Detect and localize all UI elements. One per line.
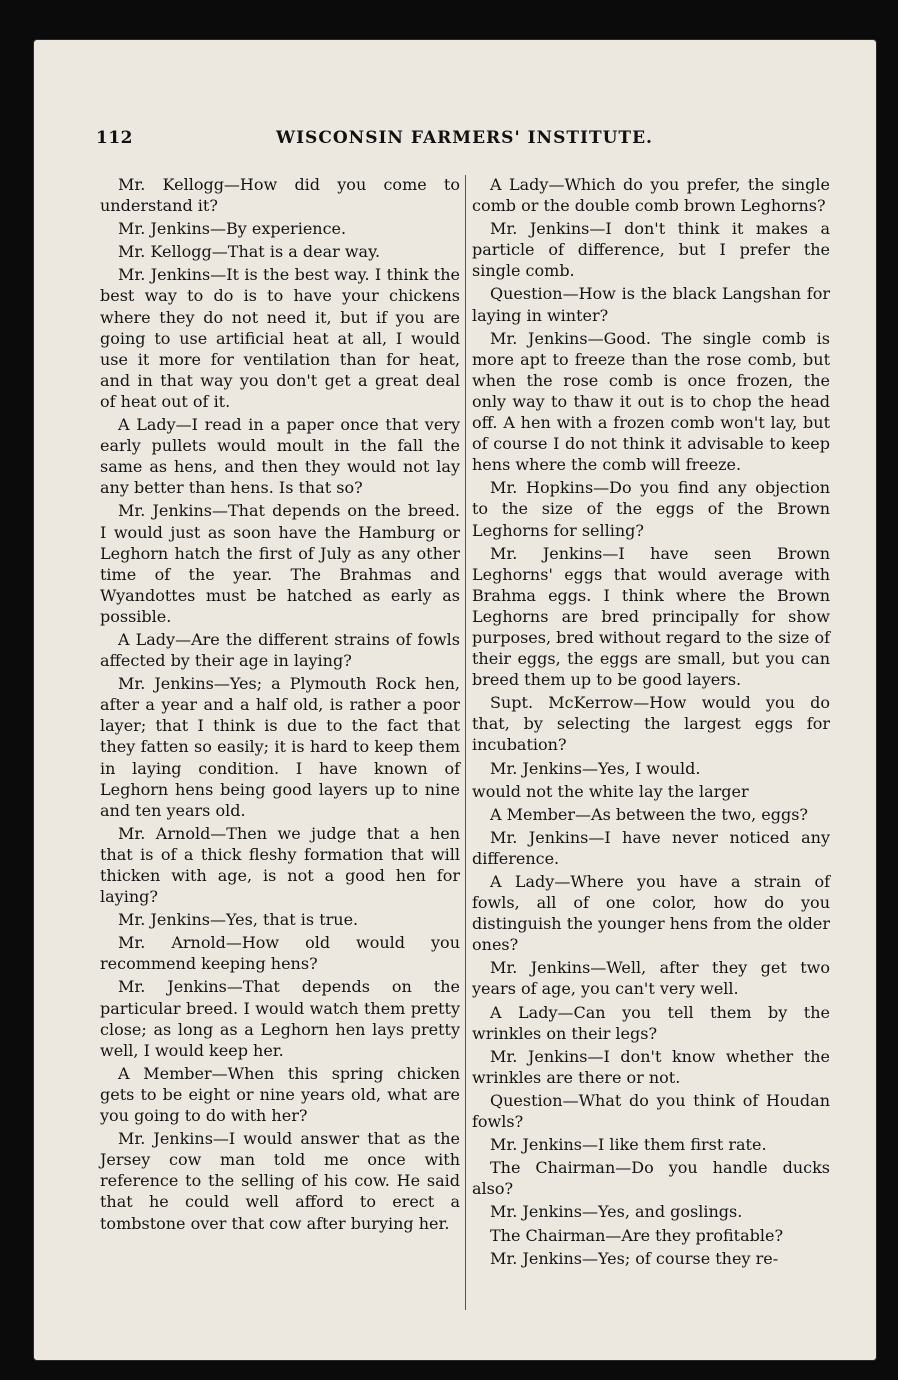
paragraph: Mr. Jenkins—Yes, that is true. bbox=[118, 910, 359, 930]
paragraph: A Lady—Where you have a strain of fowls, all of one color, how do you distinguish the younger hens from the older ones? bbox=[472, 872, 830, 955]
paragraph: Mr. Jenkins—That depends on the particular breed. I would watch them pretty close; as long as a Leghorn hen lays pretty well, I would keep her. bbox=[100, 977, 460, 1060]
paragraph: Mr. Kellogg—How did you come to understand it? bbox=[100, 175, 460, 216]
paragraph: Mr. Jenkins—Yes; of course they re- bbox=[490, 1248, 779, 1268]
paragraph: Mr. Hopkins—Do you find any objection to the size of the eggs of the Brown Leghorns for selling? bbox=[472, 478, 830, 540]
paragraph: A Lady—Are the different strains of fowls affected by their age in laying? bbox=[100, 629, 460, 671]
paragraph: Supt. McKerrow—How would you do that, by selecting the largest eggs for incubation? bbox=[472, 693, 830, 755]
paragraph: A Lady—Can you tell them by the wrinkles on their legs? bbox=[472, 1002, 830, 1043]
paragraph: A Lady—Which do you prefer, the single comb or the double comb brown Leghorns? bbox=[472, 175, 830, 216]
paragraph: Mr. Jenkins—Yes; a Plymouth Rock hen, after a year and a half old, is rather a poor layer; that I think is due to the fact that they fatten so easily; it is hard to keep them in laying condition. I have known of Leghorn hens being good layers up to nine and ten years old. bbox=[100, 674, 460, 820]
paragraph: Mr. Jenkins—I like them first rate. bbox=[490, 1135, 767, 1155]
paragraph: Mr. Jenkins—It is the best way. I think the best way to do is to have your chickens where they do not need it, but if you are going to use artificial heat at all, I would use it more for ventilation than for heat, and in that way you don't get a great deal of heat out of it. bbox=[100, 265, 460, 411]
column-divider bbox=[465, 175, 466, 1310]
paragraph: Mr. Jenkins—That depends on the breed. I would just as soon have the Hamburg or Leghorn hatch the first of July as any other time of the year. The Brahmas and Wyandottes must be hatched as early as possible. bbox=[100, 501, 460, 626]
paragraph: Mr. Jenkins—I have never noticed any difference. bbox=[472, 827, 830, 868]
paragraph: Mr. Jenkins—Well, after they get two years of age, you can't very well. bbox=[472, 958, 830, 999]
paragraph: Mr. Jenkins—Good. The single comb is more apt to freeze than the rose comb, but when the rose comb is once frozen, the only way to thaw it out is to chop the head off. A hen with a frozen comb won't lay, but of course I do not think it advisable to keep hens where the comb will freeze. bbox=[472, 328, 830, 475]
paragraph: Question—How is the black Langshan for laying in winter? bbox=[472, 284, 830, 325]
paragraph: Mr. Arnold—How old would you recommend keeping hens? bbox=[100, 933, 460, 974]
paragraph: Mr. Jenkins—By experience. bbox=[118, 219, 347, 239]
paragraph: Mr. Arnold—Then we judge that a hen that is of a thick fleshy formation that will thicken with age, is not a good hen for laying? bbox=[100, 823, 460, 907]
paragraph: Mr. Jenkins—I have seen Brown Leghorns' eggs that would average with Brahma eggs. I think where the Brown Leghorns are bred principally for show purposes, bred without regard to the size of their eggs, the eggs are small, but you can breed them up to be good layers. bbox=[472, 543, 830, 690]
paragraph: The Chairman—Do you handle ducks also? bbox=[472, 1158, 830, 1199]
page-header bbox=[96, 128, 836, 158]
paragraph: Mr. Jenkins—I don't think it makes a particle of difference, but I prefer the single comb. bbox=[472, 219, 830, 281]
paragraph: Mr. Kellogg—That is a dear way. bbox=[118, 242, 381, 262]
page-number: 112 bbox=[96, 128, 133, 148]
paragraph: Mr. Jenkins—Yes, and goslings. bbox=[490, 1202, 743, 1222]
left-column bbox=[100, 174, 460, 1236]
paragraph: A Member—As between the two, eggs? bbox=[490, 804, 808, 824]
running-title: WISCONSIN FARMERS' INSTITUTE. bbox=[276, 128, 653, 148]
paragraph: A Lady—I read in a paper once that very early pullets would moult in the fall the same as hens, and then they would not lay any better than hens. Is that so? bbox=[100, 415, 460, 498]
paragraph: A Member—When this spring chicken gets to be eight or nine years old, what are you going to do with her? bbox=[100, 1063, 460, 1126]
paragraph: Mr. Jenkins—Yes, I would. bbox=[490, 758, 701, 778]
paragraph: Mr. Jenkins—I don't know whether the wrinkles are there or not. bbox=[472, 1046, 830, 1087]
paragraph: Question—What do you think of Houdan fowls? bbox=[472, 1090, 830, 1132]
right-column bbox=[472, 174, 830, 1271]
paragraph: Mr. Jenkins—I would answer that as the Jersey cow man told me once with reference to the selling of his cow. He said that he could well afford to erect a tombstone over that cow after burying her. bbox=[100, 1129, 460, 1233]
paragraph: The Chairman—Are they profitable? bbox=[490, 1225, 784, 1245]
paragraph: would not the white lay the larger bbox=[472, 781, 749, 801]
